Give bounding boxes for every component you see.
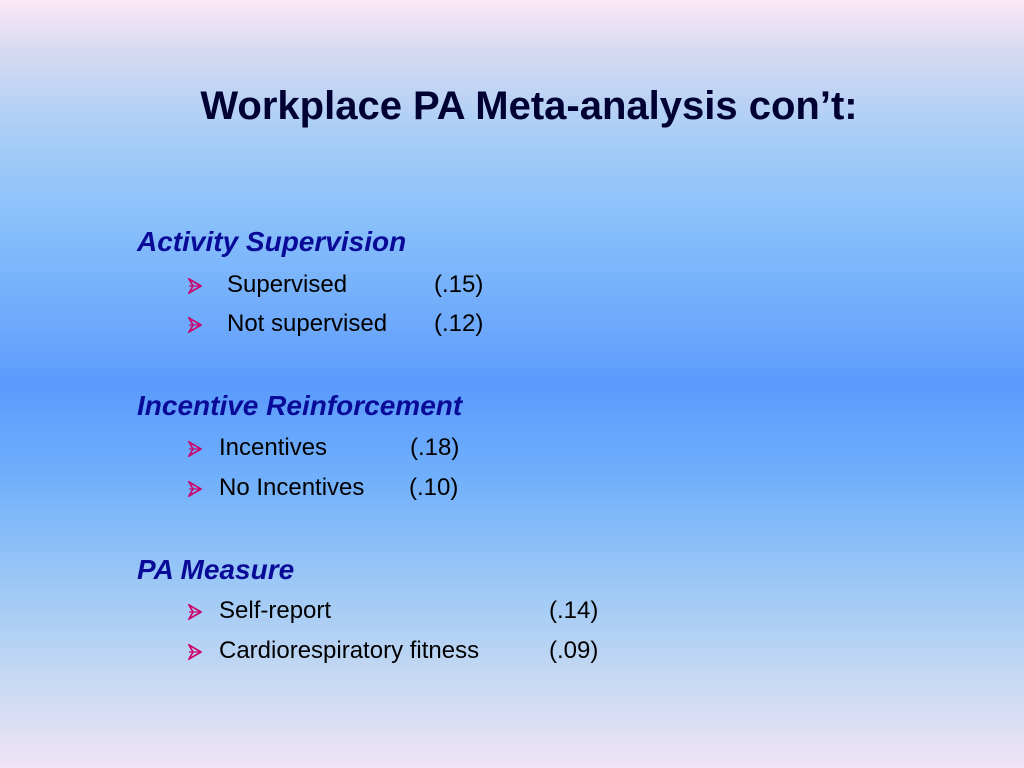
list-item-value: (.12) bbox=[434, 310, 484, 337]
list-item-value: (.14) bbox=[549, 597, 599, 624]
list-item-value: (.18) bbox=[410, 434, 460, 461]
section-heading-activity-supervision: Activity Supervision bbox=[137, 226, 407, 257]
slide-title: Workplace PA Meta-analysis con’t: bbox=[200, 84, 858, 128]
list-item-value: (.09) bbox=[549, 637, 599, 664]
arrowhead-bullet-icon bbox=[188, 278, 202, 294]
list-item-label: Self-report bbox=[219, 597, 332, 624]
list-item-label: Not supervised bbox=[227, 310, 388, 337]
list-item-label: Supervised bbox=[227, 271, 348, 298]
list-item-label: Incentives bbox=[219, 434, 328, 461]
arrowhead-bullet-icon bbox=[188, 604, 202, 620]
section-heading-pa-measure: PA Measure bbox=[137, 554, 295, 585]
list-item-label: No Incentives bbox=[219, 474, 365, 501]
section-heading-incentive-reinforcement: Incentive Reinforcement bbox=[137, 390, 463, 421]
list-item-label: Cardiorespiratory fitness bbox=[219, 637, 480, 664]
arrowhead-bullet-icon bbox=[188, 644, 202, 660]
list-item-value: (.15) bbox=[434, 271, 484, 298]
arrowhead-bullet-icon bbox=[188, 317, 202, 333]
arrowhead-bullet-icon bbox=[188, 481, 202, 497]
arrowhead-bullet-icon bbox=[188, 441, 202, 457]
list-item-value: (.10) bbox=[409, 474, 459, 501]
